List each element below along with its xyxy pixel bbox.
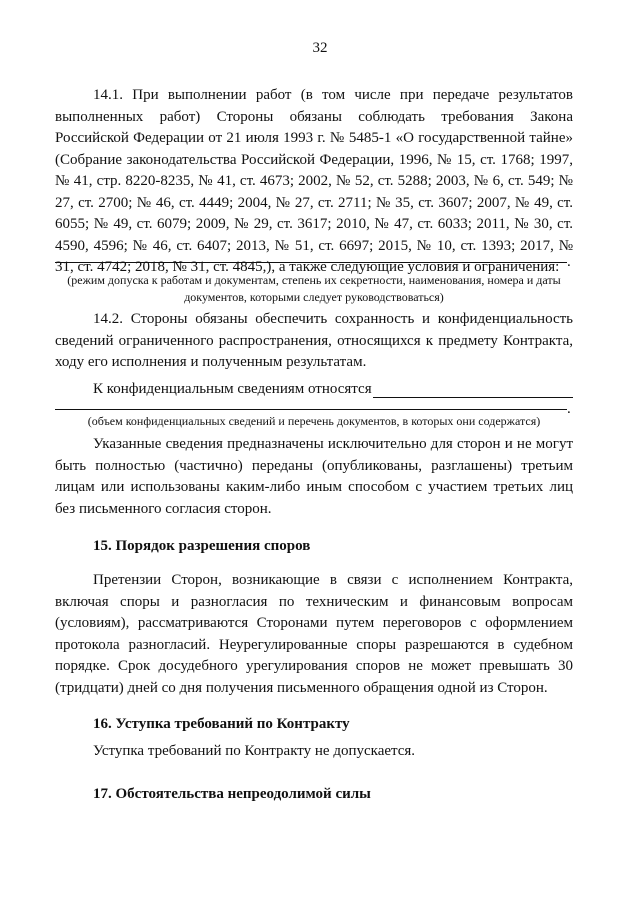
clause-16-1: Уступка требований по Контракту не допускается. [93, 743, 416, 759]
heading-section-17: 17. Обстоятельства непреодолимой силы [93, 786, 371, 802]
caption-confidential-scope: (объем конфиденциальных сведений и перечень документов, в которых они содержатся) [87, 414, 541, 428]
clause-14-3: Указанные сведения предназначены исключительно для сторон и не могут быть полностью (частично) переданы (опубликованы, разглашены) третьим лицам или использованы каким-либо иным способом с участием третьих лиц без письменного согласия сторон. [55, 436, 573, 517]
heading-section-15: 15. Порядок разрешения споров [93, 538, 311, 554]
caption-access-regime: (режим допуска к работам и документам, степень их секретности, наименования, номера и даты документов, которыми следует руководствоваться) [67, 273, 561, 304]
clause-14-1: 14.1. При выполнении работ (в том числе при передаче результатов выполненных работ) Стороны обязаны соблюдать требования Закона Российской Федерации от 21 июля 1993 г. № 5485-1 «О государственной тайне» (Собрание законодательства Российской Федерации, 1996, № 15, ст. 1768; 1997, № 41, стр. 8220-8235, № 41, ст. 4673; 2002, № 52, ст. 5288; 2003, № 6, ст. 549; № 27, ст. 2700; № 46, ст. 4449; 2004, № 27, ст. 2711; № 35, ст. 3607; 2007, № 49, ст. 6055; № 49, ст. 6079; 2009, № 29, ст. 3617; 2010, № 47, ст. 6033; 2011, № 30, ст. 4590, 4596; № 46, ст. 6407; 2013, № 51, ст. 6697; 2015, № 10, ст. 1393; 2017, № 31, ст. 4742; 2018, № 31, ст. 4845,), а также следующие условия и ограничения: [55, 87, 573, 275]
clause-15-1: Претензии Сторон, возникающие в связи с исполнением Контракта, включая споры и разногласия по техническим и финансовым вопросам (условиям), рассматриваются Сторонами путем переговоров с оформлением протокола разногласий. Неурегулированные споры разрешаются в судебном порядке. Срок досудебного урегулирования споров не может превышать 30 (тридцати) дней со дня получения письменного обращения одной из Сторон. [55, 572, 573, 696]
fill-in-line-conditions [55, 262, 567, 263]
line-end-dot: . [567, 254, 571, 270]
fill-in-line-confidential [373, 397, 573, 398]
line-end-dot-2: . [567, 401, 571, 417]
clause-14-2: 14.2. Стороны обязаны обеспечить сохранность и конфиденциальность сведений ограниченного распространения, относящихся к предмету Контракта, ходу его исполнения и полученным результатам. [55, 311, 573, 370]
fill-in-line-confidential-2 [55, 409, 567, 410]
page-number: 32 [312, 40, 328, 56]
heading-section-16: 16. Уступка требований по Контракту [93, 716, 350, 732]
confidential-label: К конфиденциальным сведениям относятся [93, 381, 372, 397]
